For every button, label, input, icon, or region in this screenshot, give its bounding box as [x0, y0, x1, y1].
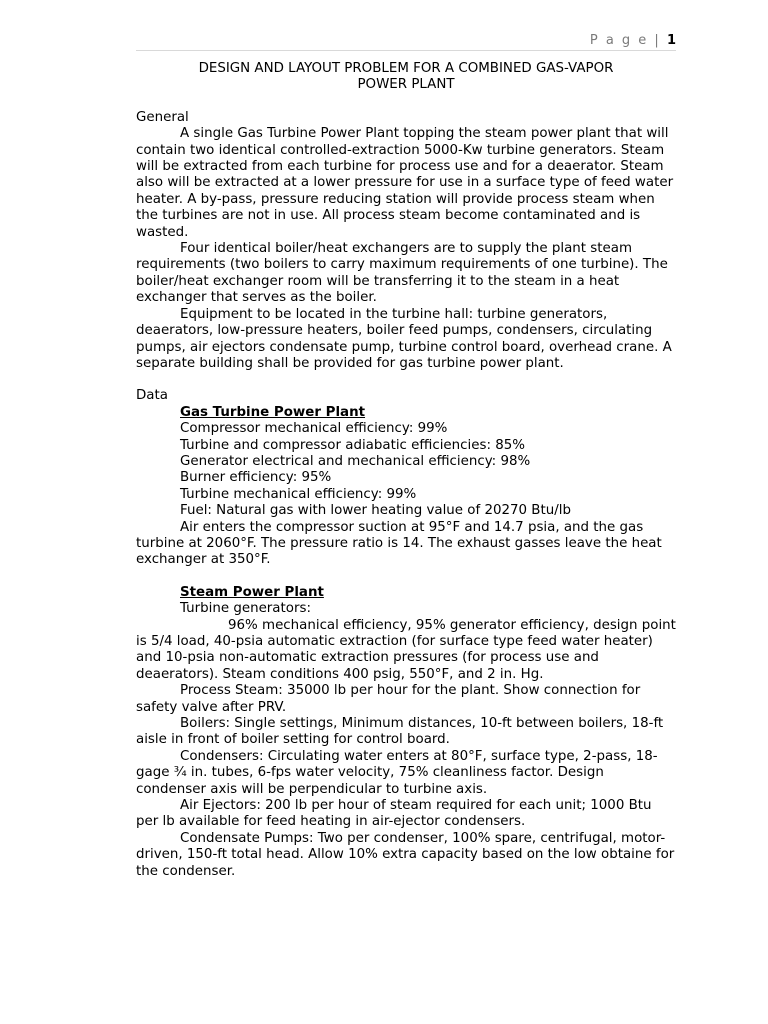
data-heading: Data: [136, 388, 168, 404]
gas-item: Burner efficiency: 95%: [180, 470, 332, 486]
gas-item: Turbine and compressor adiabatic efficiencies: 85%: [180, 437, 525, 453]
section-gap: [136, 569, 676, 585]
gas-item: Fuel: Natural gas with lower heating value of 20270 Btu/lb: [180, 503, 571, 519]
general-paragraph-3: Equipment to be located in the turbine hall: turbine generators, deaerators, low-pressure heaters, boiler feed pumps, condensers, circulating pumps, air ejectors condensate pump, turbine control board, overhead crane. A separate building shall be provided for gas turbine power plant.: [136, 306, 672, 371]
general-heading: General: [136, 109, 189, 125]
gas-air-paragraph: Air enters the compressor suction at 95°F and 14.7 psia, and the gas turbine at 2060°F. The pressure ratio is 14. The exhaust gasses leave the heat exchanger at 350°F.: [136, 519, 662, 568]
title-line-2: POWER PLANT: [357, 77, 455, 93]
condensers-paragraph: Condensers: Circulating water enters at 80°F, surface type, 2-pass, 18-gage ¾ in. tubes, 6-fps water velocity, 75% cleanliness factor. Design condenser axis will be perpendicular to turbine axis.: [136, 748, 658, 797]
general-paragraph-2: Four identical boiler/heat exchangers are to supply the plant steam requirements (two boilers to carry maximum requirements of one turbine). The boiler/heat exchanger room will be transferring it to the steam in a heat exchanger that serves as the boiler.: [136, 241, 668, 306]
air-ejectors-paragraph: Air Ejectors: 200 lb per hour of steam required for each unit; 1000 Btu per lb available for feed heating in air-ejector condensers.: [136, 798, 652, 830]
document-title: [136, 61, 676, 94]
page-header: [590, 33, 676, 48]
gas-item: Turbine mechanical efficiency: 99%: [180, 486, 417, 502]
page-label: P a g e |: [589, 33, 661, 48]
gas-item: Generator electrical and mechanical efficiency: 98%: [180, 453, 531, 469]
steam-plant-heading: Steam Power Plant: [180, 584, 324, 600]
turbine-generators-text: 96% mechanical efficiency, 95% generator efficiency, design point is 5/4 load, 40-psia automatic extraction (for surface type feed water heater) and 10-psia non-automatic extraction pressures (for process use and deaerators). Steam conditions 400 psig, 550°F, and 2 in. Hg.: [136, 617, 676, 682]
process-steam-paragraph: Process Steam: 35000 lb per hour for the plant. Show connection for safety valve after PRV.: [136, 683, 641, 715]
boilers-paragraph: Boilers: Single settings, Minimum distances, 10-ft between boilers, 18-ft aisle in front of boiler setting for control board.: [136, 716, 664, 748]
turbine-generators-label: Turbine generators:: [180, 601, 311, 617]
header-divider: [136, 50, 676, 51]
document-body: [136, 61, 676, 880]
gas-turbine-heading: Gas Turbine Power Plant: [180, 404, 366, 420]
condensate-pumps-paragraph: Condensate Pumps: Two per condenser, 100% spare, centrifugal, motor-driven, 150-ft total head. Allow 10% extra capacity based on the low obtaine for the condenser.: [136, 830, 675, 879]
title-line-1: DESIGN AND LAYOUT PROBLEM FOR A COMBINED GAS-VAPOR: [198, 61, 614, 76]
page-number: 1: [666, 33, 676, 48]
gas-item: Compressor mechanical efficiency: 99%: [180, 421, 448, 437]
general-paragraph-1: A single Gas Turbine Power Plant topping the steam power plant that will contain two identical controlled-extraction 5000-Kw turbine generators. Steam will be extracted from each turbine for process use and for a deaerator. Steam also will be extracted at a lower pressure for use in a surface type of feed water heater. A by-pass, pressure reducing station will provide process steam when the turbines are not in use. All process steam become contaminated and is wasted.: [136, 126, 674, 240]
